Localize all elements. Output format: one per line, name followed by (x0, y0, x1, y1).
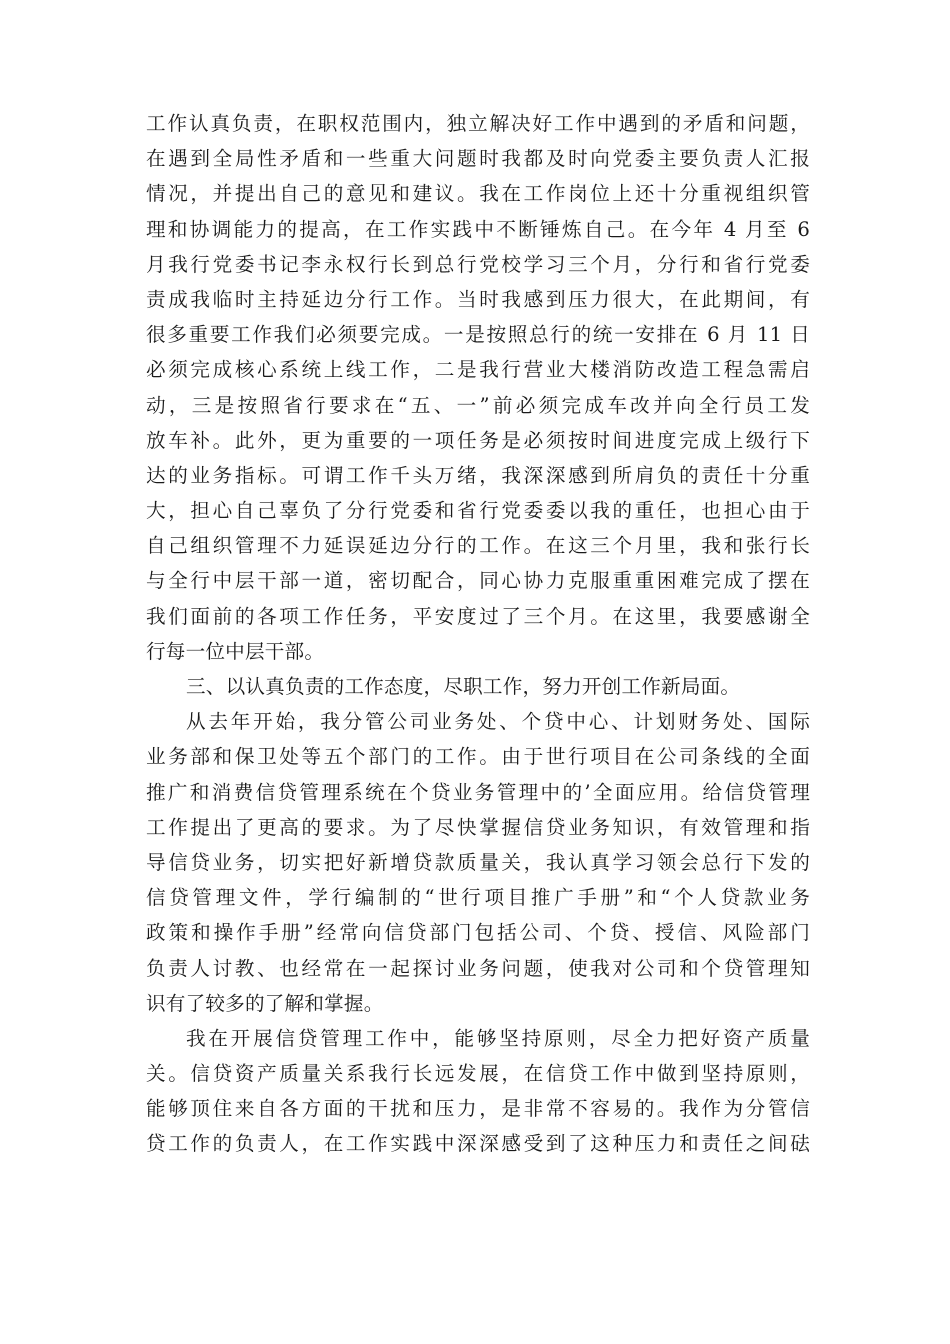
text-line: 导信贷业务，切实把好新增贷款质量关，我认真学习领会总行下发的 (146, 850, 810, 874)
text-line: 放车补。此外，更为重要的一项任务是必须按时间进度完成上级行下 (146, 428, 810, 452)
text-line: 在遇到全局性矛盾和一些重大问题时我都及时向党委主要负责人汇报 (146, 147, 810, 171)
text-line: 我在开展信贷管理工作中，能够坚持原则，尽全力把好资产质量 (186, 1026, 810, 1050)
text-line: 负责人讨教、也经常在一起探讨业务问题，使我对公司和个贷管理知 (146, 956, 810, 980)
text-line: 行每一位中层干部。 (146, 639, 325, 663)
text-line: 工作提出了更高的要求。为了尽快掌握信贷业务知识，有效管理和指 (146, 815, 810, 839)
text-line: 关。信贷资产质量关系我行长远发展，在信贷工作中做到坚持原则， (146, 1062, 810, 1086)
text-line: 与全行中层干部一道，密切配合，同心协力克服重重困难完成了摆在 (146, 569, 810, 593)
text-line: 能够顶住来自各方面的干扰和压力，是非常不容易的。我作为分管信 (146, 1097, 810, 1121)
text-line: 责成我临时主持延边分行工作。当时我感到压力很大，在此期间，有 (146, 287, 810, 311)
text-line: 自己组织管理不力延误延边分行的工作。在这三个月里，我和张行长 (146, 534, 810, 558)
text-line: 识有了较多的了解和掌握。 (146, 991, 384, 1015)
text-line: 理和协调能力的提高，在工作实践中不断锤炼自己。在今年 4 月至 6 (146, 217, 810, 241)
text-line: 推广和消费信贷管理系统在个贷业务管理中的’全面应用。给信贷管理 (146, 780, 810, 804)
text-line: 必须完成核心系统上线工作，二是我行营业大楼消防改造工程急需启 (146, 358, 810, 382)
text-line: 情况，并提出自己的意见和建议。我在工作岗位上还十分重视组织管 (146, 182, 810, 206)
text-line: 业务部和保卫处等五个部门的工作。由于世行项目在公司条线的全面 (146, 745, 810, 769)
text-line: 三、以认真负责的工作态度，尽职工作，努力开创工作新局面。 (186, 675, 741, 698)
text-line: 工作认真负责，在职权范围内，独立解决好工作中遇到的矛盾和问题， (146, 112, 810, 135)
text-line: 政策和操作手册”经常向信贷部门包括公司、个贷、授信、风险部门 (146, 921, 810, 945)
document-body (146, 106, 810, 1162)
text-line: 我们面前的各项工作任务，平安度过了三个月。在这里，我要感谢全 (146, 604, 810, 628)
text-line: 月我行党委书记李永权行长到总行党校学习三个月，分行和省行党委 (146, 252, 810, 276)
text-line: 达的业务指标。可谓工作千头万绪，我深深感到所肩负的责任十分重 (146, 463, 810, 487)
text-line: 大，担心自己辜负了分行党委和省行党委委以我的重任，也担心由于 (146, 499, 810, 523)
text-line: 从去年开始，我分管公司业务处、个贷中心、计划财务处、国际 (186, 710, 810, 734)
text-line: 贷工作的负责人，在工作实践中深深感受到了这种压力和责任之间砝 (146, 1132, 810, 1156)
text-line: 动，三是按照省行要求在“五、一”前必须完成车改并向全行员工发 (146, 393, 810, 417)
text-line: 信贷管理文件，学行编制的“世行项目推广手册”和“个人贷款业务 (146, 886, 810, 910)
text-line: 很多重要工作我们必须要完成。一是按照总行的统一安排在 6 月 11 日 (146, 323, 810, 347)
